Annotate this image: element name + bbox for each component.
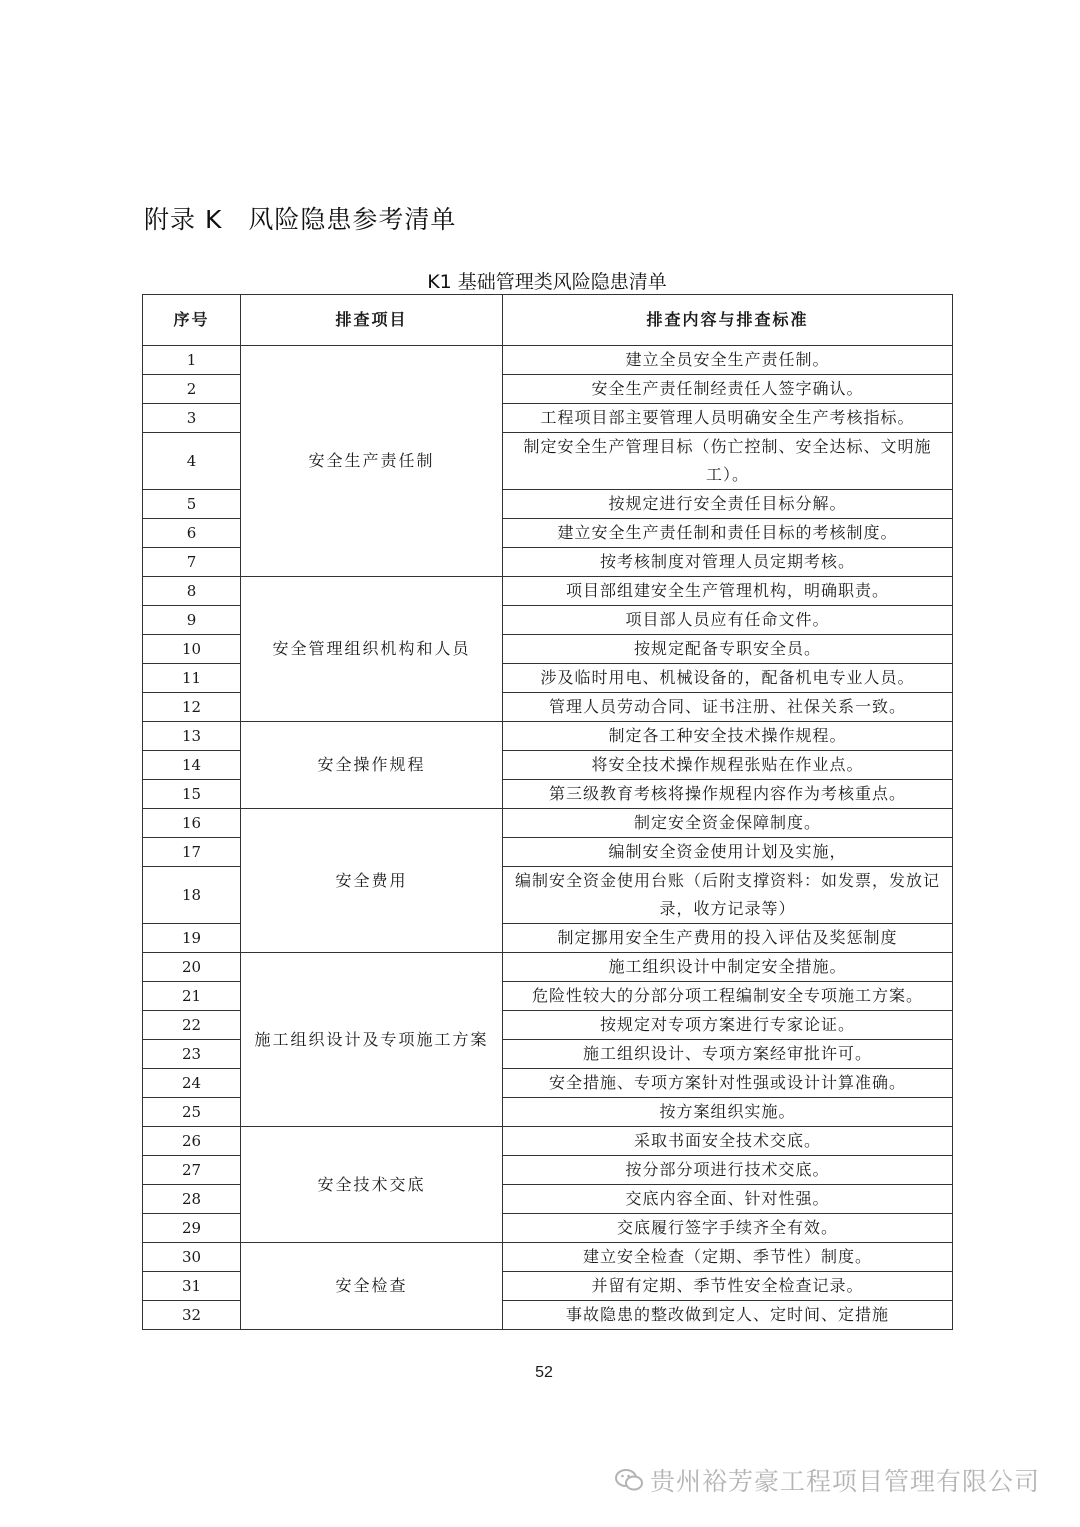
check-item: 安全费用 (241, 809, 503, 953)
check-content: 涉及临时用电、机械设备的，配备机电专业人员。 (503, 664, 953, 693)
check-content: 按方案组织实施。 (503, 1098, 953, 1127)
row-number: 23 (143, 1040, 241, 1069)
row-number: 6 (143, 519, 241, 548)
appendix-label: 附录 K (144, 205, 223, 234)
check-content: 交底内容全面、针对性强。 (503, 1185, 953, 1214)
watermark-text: 贵州裕芳豪工程项目管理有限公司 (650, 1467, 1041, 1496)
check-content: 按分部分项进行技术交底。 (503, 1156, 953, 1185)
table-row (143, 953, 953, 982)
check-content: 管理人员劳动合同、证书注册、社保关系一致。 (503, 693, 953, 722)
row-number: 18 (143, 867, 241, 924)
header-content: 排查内容与排查标准 (503, 295, 953, 346)
row-number: 1 (143, 346, 241, 375)
appendix-name: 风险隐患参考清单 (248, 205, 457, 234)
row-number: 22 (143, 1011, 241, 1040)
watermark (614, 1462, 1040, 1498)
row-number: 27 (143, 1156, 241, 1185)
row-number: 20 (143, 953, 241, 982)
row-number: 12 (143, 693, 241, 722)
check-content: 按规定进行安全责任目标分解。 (503, 490, 953, 519)
row-number: 3 (143, 404, 241, 433)
check-content: 危险性较大的分部分项工程编制安全专项施工方案。 (503, 982, 953, 1011)
check-content: 项目部组建安全生产管理机构，明确职责。 (503, 577, 953, 606)
header-item: 排查项目 (241, 295, 503, 346)
check-item: 安全技术交底 (241, 1127, 503, 1243)
check-item: 安全操作规程 (241, 722, 503, 809)
check-content: 采取书面安全技术交底。 (503, 1127, 953, 1156)
row-number: 15 (143, 780, 241, 809)
table-caption: K1 基础管理类风险隐患清单 (427, 271, 667, 293)
row-number: 17 (143, 838, 241, 867)
row-number: 24 (143, 1069, 241, 1098)
check-content: 施工组织设计中制定安全措施。 (503, 953, 953, 982)
check-content: 并留有定期、季节性安全检查记录。 (503, 1272, 953, 1301)
check-content: 制定各工种安全技术操作规程。 (503, 722, 953, 751)
row-number: 31 (143, 1272, 241, 1301)
check-item: 施工组织设计及专项施工方案 (241, 953, 503, 1127)
check-content: 按规定对专项方案进行专家论证。 (503, 1011, 953, 1040)
check-content: 事故隐患的整改做到定人、定时间、定措施 (503, 1301, 953, 1330)
check-content: 建立全员安全生产责任制。 (503, 346, 953, 375)
check-content: 项目部人员应有任命文件。 (503, 606, 953, 635)
row-number: 4 (143, 433, 241, 490)
row-number: 11 (143, 664, 241, 693)
check-content: 建立安全生产责任制和责任目标的考核制度。 (503, 519, 953, 548)
row-number: 10 (143, 635, 241, 664)
table-row (143, 577, 953, 606)
check-content: 交底履行签字手续齐全有效。 (503, 1214, 953, 1243)
check-content: 按规定配备专职安全员。 (503, 635, 953, 664)
check-content: 制定安全资金保障制度。 (503, 809, 953, 838)
row-number: 19 (143, 924, 241, 953)
row-number: 26 (143, 1127, 241, 1156)
table-row (143, 346, 953, 375)
header-seq: 序号 (143, 295, 241, 346)
check-content: 将安全技术操作规程张贴在作业点。 (503, 751, 953, 780)
table-header-row (143, 295, 953, 346)
check-content: 安全生产责任制经责任人签字确认。 (503, 375, 953, 404)
table-row (143, 1243, 953, 1272)
row-number: 5 (143, 490, 241, 519)
row-number: 13 (143, 722, 241, 751)
page-number: 52 (535, 1364, 553, 1381)
check-item: 安全检查 (241, 1243, 503, 1330)
row-number: 30 (143, 1243, 241, 1272)
row-number: 21 (143, 982, 241, 1011)
check-content: 施工组织设计、专项方案经审批许可。 (503, 1040, 953, 1069)
appendix-title (144, 200, 456, 236)
table-body (143, 346, 953, 1330)
check-item: 安全生产责任制 (241, 346, 503, 577)
table-row (143, 1127, 953, 1156)
table-row (143, 809, 953, 838)
check-content: 建立安全检查（定期、季节性）制度。 (503, 1243, 953, 1272)
row-number: 16 (143, 809, 241, 838)
table-row (143, 722, 953, 751)
row-number: 9 (143, 606, 241, 635)
check-content: 安全措施、专项方案针对性强或设计计算准确。 (503, 1069, 953, 1098)
check-content: 工程项目部主要管理人员明确安全生产考核指标。 (503, 404, 953, 433)
check-item: 安全管理组织机构和人员 (241, 577, 503, 722)
row-number: 7 (143, 548, 241, 577)
check-content: 编制安全资金使用台账（后附支撑资料：如发票，发放记录，收方记录等） (503, 867, 953, 924)
check-content: 制定挪用安全生产费用的投入评估及奖惩制度 (503, 924, 953, 953)
check-content: 制定安全生产管理目标（伤亡控制、安全达标、文明施工）。 (503, 433, 953, 490)
check-content: 第三级教育考核将操作规程内容作为考核重点。 (503, 780, 953, 809)
wechat-icon (614, 1467, 644, 1493)
check-content: 按考核制度对管理人员定期考核。 (503, 548, 953, 577)
row-number: 2 (143, 375, 241, 404)
row-number: 8 (143, 577, 241, 606)
row-number: 29 (143, 1214, 241, 1243)
check-content: 编制安全资金使用计划及实施， (503, 838, 953, 867)
row-number: 32 (143, 1301, 241, 1330)
risk-checklist-table (142, 294, 953, 1330)
row-number: 14 (143, 751, 241, 780)
row-number: 28 (143, 1185, 241, 1214)
row-number: 25 (143, 1098, 241, 1127)
